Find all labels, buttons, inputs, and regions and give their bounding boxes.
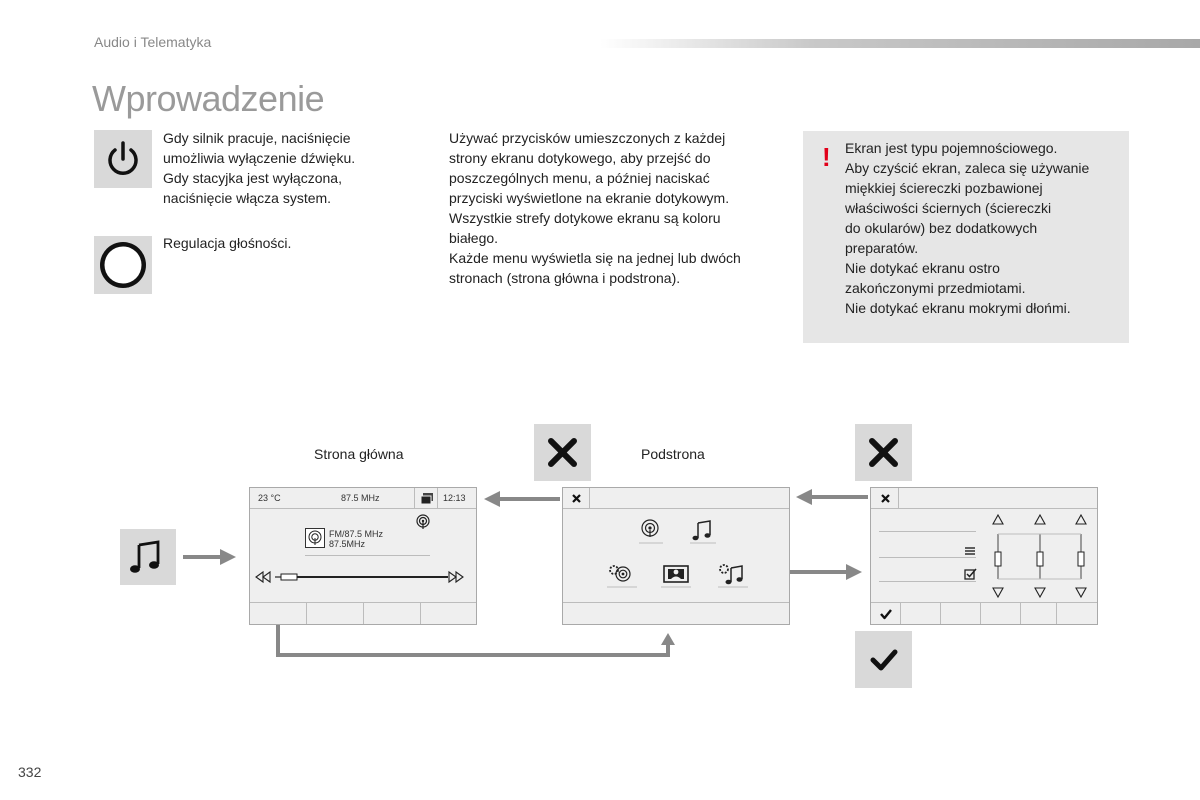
station-line-1: FM/87.5 MHz xyxy=(329,529,384,539)
frequency-readout: 87.5 MHz xyxy=(341,493,380,503)
subpage-label: Podstrona xyxy=(641,446,705,462)
radio-broadcast-icon xyxy=(639,518,663,544)
checkmark-icon xyxy=(879,608,893,620)
touchscreen-description: Używać przycisków umieszczonych z każdej strony ekranu dotykowego, aby przejść do poszczególnych menu, a później naciskać przyciski wyświetlone na ekranie dotykowym. Wszystkie strefy dotykowe ekranu są koloru białego. Każde menu wyświetla się na jednej lub dwóch stronach (strona główna i podstrona). xyxy=(449,130,741,286)
tab-3 xyxy=(941,603,981,624)
connector-main-to-sub xyxy=(278,624,668,655)
close-icon xyxy=(880,493,891,504)
close-icon xyxy=(571,493,582,504)
temperature-readout: 23 °C xyxy=(258,493,281,503)
slider-1 xyxy=(993,515,1003,597)
radio-broadcast-icon xyxy=(416,514,430,530)
settings-tab-bar xyxy=(871,602,1097,624)
page-number: 332 xyxy=(18,764,42,780)
screen-menu-icon xyxy=(421,493,433,504)
subpage-screen xyxy=(562,487,790,625)
radio-broadcast-icon xyxy=(306,529,324,547)
status-bar xyxy=(250,488,476,509)
tab-2 xyxy=(901,603,941,624)
page-title: Wprowadzenie xyxy=(92,78,325,119)
seek-forward-icon xyxy=(449,572,456,582)
main-page-label: Strona główna xyxy=(314,446,404,462)
settings-subpage-screen xyxy=(870,487,1098,625)
music-note-icon xyxy=(690,518,716,544)
volume-description: Regulacja głośności. xyxy=(163,235,292,251)
power-description: Gdy silnik pracuje, naciśnięcie umożliwia wyłączenie dźwięku. Gdy stacyjka jest wyłączona, naciśnięcie włącza system. xyxy=(163,130,356,206)
tab-6 xyxy=(1057,603,1097,624)
radio-settings-icon xyxy=(607,562,637,588)
station-line-2: 87.5MHz xyxy=(329,539,366,549)
seek-back-icon xyxy=(256,572,263,582)
confirm-tab xyxy=(871,603,901,624)
tab-5 xyxy=(1021,603,1057,624)
tab-4 xyxy=(421,603,476,624)
list-icon xyxy=(964,546,976,556)
seek-control xyxy=(253,570,475,584)
equalizer-sliders xyxy=(987,514,1091,600)
tab-2 xyxy=(307,603,364,624)
tab-1 xyxy=(250,603,307,624)
music-settings-icon xyxy=(718,562,748,588)
contact-card-icon xyxy=(661,563,691,589)
warning-icon: ! xyxy=(822,142,831,172)
section-header: Audio i Telematyka xyxy=(94,34,212,50)
clock-readout: 12:13 xyxy=(443,493,466,503)
checkbox-icon xyxy=(964,568,977,580)
slider-3 xyxy=(1076,515,1086,597)
warning-text: Ekran jest typu pojemnościowego. Aby czyścić ekran, zaleca się używanie miękkiej ściereczki pozbawionej właściwości ściernych (ściereczki do okularów) bez dodatkowych preparatów. Nie dotykać ekranu ostro zakończonymi przedmiotami. Nie dotykać ekranu mokrymi dłońmi. xyxy=(845,140,1090,316)
station-icon-box xyxy=(305,528,325,548)
main-tab-bar xyxy=(250,602,476,624)
slider-2 xyxy=(1035,515,1045,597)
tab-4 xyxy=(981,603,1021,624)
main-page-screen xyxy=(249,487,477,625)
tab-3 xyxy=(364,603,421,624)
